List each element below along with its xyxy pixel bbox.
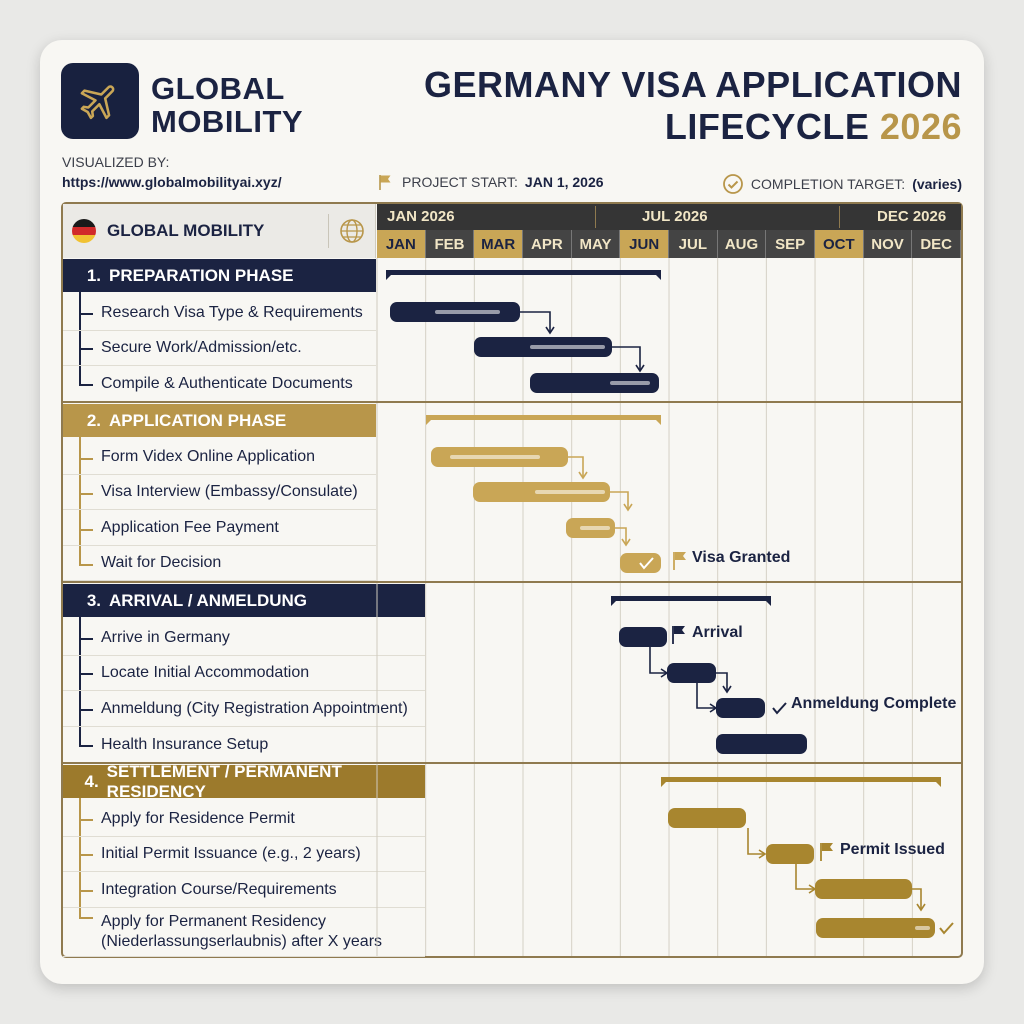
completion-target-value: (varies) [912, 176, 962, 192]
phase-number: 1. [86, 265, 101, 285]
phase-number: 3. [86, 590, 101, 610]
bar-progress [610, 381, 650, 385]
bar-progress [535, 490, 605, 494]
title-year: 2026 [879, 106, 962, 147]
month-nov: NOV [864, 230, 913, 258]
left-header-title: GLOBAL MOBILITY [107, 221, 265, 240]
dependency-arrow [520, 312, 550, 333]
dependency-arrow [796, 864, 815, 889]
visualized-by-url[interactable]: https://www.globalmobilityai.xyz/ [62, 174, 282, 190]
phase-number: 2. [86, 410, 101, 430]
month-mar: MAR [474, 230, 523, 258]
dependency-arrow [748, 828, 765, 854]
task-bar [815, 879, 912, 899]
month-jun: JUN [620, 230, 669, 258]
bar-progress [435, 310, 500, 314]
phase-number: 4. [84, 771, 99, 791]
task-bar [766, 844, 814, 864]
brand-line-1: GLOBAL [151, 71, 285, 106]
year-label-start: JAN 2026 [387, 208, 455, 225]
task-label: Secure Work/Admission/etc. [101, 338, 302, 356]
project-start-value: JAN 1, 2026 [524, 174, 604, 190]
task-label-line-1: Apply for Permanent Residency [101, 912, 326, 930]
task-bar [667, 663, 716, 683]
milestone-permit-issued: Permit Issued [840, 841, 945, 858]
bar-progress [915, 926, 930, 930]
task-label: Form Videx Online Application [101, 448, 316, 465]
phase-name: SETTLEMENT / PERMANENT RESIDENCY [106, 761, 342, 801]
check-icon [940, 923, 953, 933]
month-jan: JAN [377, 230, 426, 258]
dependency-arrow [650, 647, 667, 673]
bar-progress [530, 345, 605, 349]
milestone-visa-granted: Visa Granted [692, 549, 791, 566]
task-label: Locate Initial Accommodation [101, 663, 310, 681]
task-bar [668, 808, 746, 828]
task-bar [619, 627, 667, 647]
bar-progress [580, 526, 610, 530]
task-label: Anmeldung (City Registration Appointment) [101, 699, 408, 717]
task-bar [716, 698, 765, 718]
flag-icon [675, 552, 686, 560]
brand-line-2: MOBILITY [151, 104, 304, 139]
task-label: Arrive in Germany [101, 628, 230, 646]
year-label-mid: JUL 2026 [642, 208, 708, 225]
milestone-anmeldung-complete: Anmeldung Complete [791, 695, 957, 712]
task-label: Apply for Residence Permit [101, 809, 295, 827]
month-feb: FEB [426, 230, 475, 258]
task-label-line-2: (Niederlassungserlaubnis) after X years [101, 932, 383, 950]
dependency-arrow [697, 683, 716, 708]
dependency-arrow [612, 347, 640, 371]
flag-icon [822, 843, 833, 851]
month-oct: OCT [815, 230, 864, 258]
month-dec: DEC [912, 230, 961, 258]
task-label: Initial Permit Issuance (e.g., 2 years) [101, 844, 361, 862]
title-line-1: GERMANY VISA APPLICATION [423, 64, 962, 105]
task-label: Research Visa Type & Requirements [101, 303, 363, 321]
task-label: Application Fee Payment [101, 519, 279, 536]
month-aug: AUG [718, 230, 767, 258]
phase-name: APPLICATION PHASE [109, 410, 287, 430]
bar-progress [450, 455, 540, 459]
phase-4-summary-bar [661, 777, 941, 787]
project-start-label: PROJECT START: [402, 174, 518, 190]
phase-3-summary-bar [611, 596, 771, 606]
task-label: Visa Interview (Embassy/Consulate) [101, 483, 358, 500]
task-label: Wait for Decision [101, 554, 222, 571]
year-label-end: DEC 2026 [877, 208, 947, 225]
visualized-by-label: VISUALIZED BY: [62, 154, 170, 170]
completion-target-label: COMPLETION TARGET: [750, 176, 906, 192]
check-icon [773, 703, 786, 713]
month-sep: SEP [766, 230, 815, 258]
task-label: Compile & Authenticate Documents [101, 374, 353, 392]
task-bar [716, 734, 807, 754]
phase-name: PREPARATION PHASE [109, 265, 294, 285]
month-apr: APR [523, 230, 572, 258]
month-jul: JUL [669, 230, 718, 258]
phase-2-summary-bar [426, 415, 661, 425]
month-may: MAY [572, 230, 621, 258]
title-word: LIFECYCLE [664, 106, 870, 147]
task-label: Health Insurance Setup [101, 735, 269, 753]
flag-icon [674, 626, 685, 634]
phase-name: ARRIVAL / ANMELDUNG [109, 590, 308, 610]
task-label: Integration Course/Requirements [101, 880, 337, 898]
milestone-arrival: Arrival [692, 624, 743, 641]
